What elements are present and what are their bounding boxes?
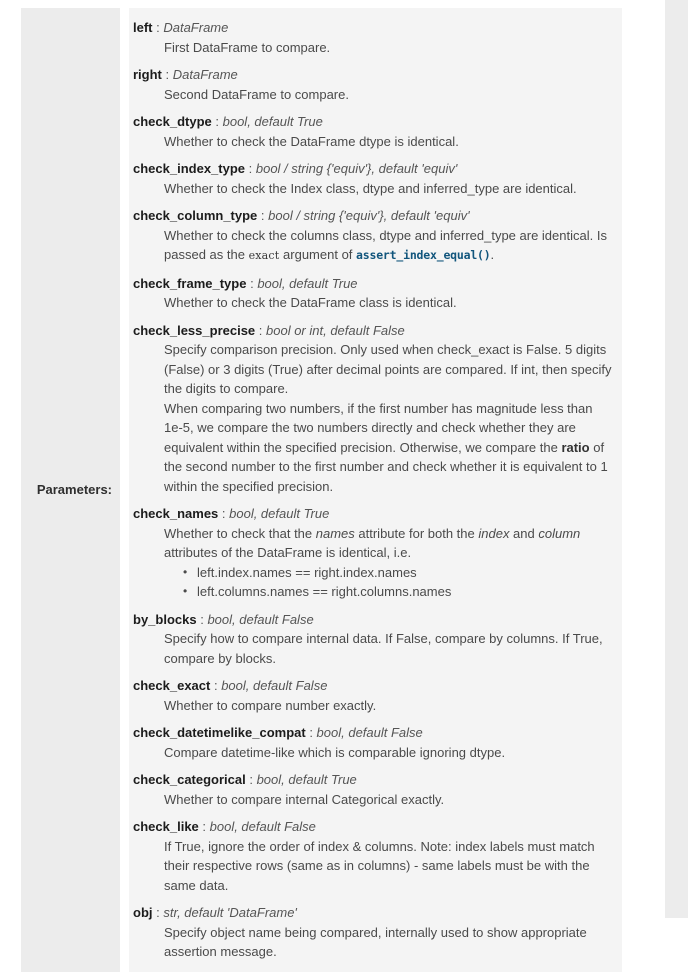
parameter-type: bool, default True [257, 275, 358, 291]
parameter-name: check_datetimelike_compat [133, 725, 306, 740]
parameter-separator: : [245, 161, 256, 176]
parameter-separator: : [152, 905, 164, 920]
parameter-separator: : [246, 275, 258, 291]
parameter-type: DataFrame [172, 67, 238, 82]
parameter-type: bool / string {'equiv'}, default 'equiv' [255, 161, 458, 176]
parameter-name: check_dtype [133, 114, 212, 129]
parameter-name: obj [133, 905, 153, 920]
parameter-description [133, 837, 612, 896]
parameter-description [133, 226, 612, 266]
parameter-term [133, 903, 612, 923]
parameter-separator: : [152, 20, 164, 35]
parameter-term [133, 770, 612, 790]
parameter-type: str, default 'DataFrame' [163, 905, 297, 920]
parameter-name: right [133, 67, 162, 82]
parameter-description [133, 629, 612, 668]
parameter-separator: : [255, 322, 266, 338]
parameter-name: check_names [133, 506, 219, 521]
parameter-separator: : [305, 725, 317, 740]
strong-text: ratio [561, 439, 590, 455]
parameters-label-cell [21, 8, 120, 972]
parameter-term [133, 159, 612, 179]
parameter-type: bool or int, default False [266, 322, 405, 338]
description-bullet-list [164, 563, 612, 602]
description-paragraph: Specify comparison precision. Only used when check_exact is False. 5 digits (False) or 3 digits (True) after decimal points are compared. If int, then specify the digits to compare. [164, 342, 612, 396]
description-paragraph: Whether to compare number exactly. [164, 697, 377, 713]
parameter-name: check_frame_type [133, 275, 247, 291]
description-paragraph: First DataFrame to compare. [164, 39, 331, 55]
description-paragraph: When comparing two numbers, if the first number has magnitude less than 1e-5, we compare the two numbers directly and check whether they are equivalent within the specified precision. Otherwise, we compare the ratio of the second number to the first number and check whether it is equivalent to 1 within the specified precision. [164, 400, 608, 494]
parameter-name: check_categorical [133, 772, 246, 787]
description-paragraph: Specify how to compare internal data. If False, compare by columns. If True, compare by blocks. [164, 631, 603, 666]
description-paragraph: If True, ignore the order of index & columns. Note: index labels must match their respective rows (same as in columns) - same labels must be with the same data. [164, 838, 595, 893]
parameter-term [133, 504, 612, 524]
table-row [21, 8, 622, 972]
parameter-separator: : [218, 506, 230, 521]
description-paragraph: Whether to check the Index class, dtype and inferred_type are identical. [164, 180, 577, 196]
parameter-type: bool / string {'equiv'}, default 'equiv' [268, 208, 470, 223]
parameter-name: check_exact [133, 678, 211, 693]
emphasis-text: column [538, 525, 581, 541]
parameter-type: bool, default False [221, 678, 328, 693]
field-table [12, 8, 631, 972]
parameters-docblock [12, 8, 631, 972]
parameter-term [133, 274, 612, 294]
parameter-separator: : [211, 114, 223, 129]
parameter-type: bool, default False [207, 611, 314, 627]
parameter-term [133, 112, 612, 132]
description-paragraph: Second DataFrame to compare. [164, 86, 349, 102]
description-paragraph: Whether to check the DataFrame class is identical. [164, 295, 457, 310]
parameter-definition-list [133, 18, 612, 962]
emphasis-text: names [315, 525, 355, 541]
parameter-term [133, 610, 612, 630]
parameter-separator: : [198, 819, 210, 834]
inline-code: exact [248, 249, 280, 262]
parameter-description [133, 696, 612, 716]
parameter-description [133, 340, 612, 496]
parameter-name: by_blocks [133, 611, 197, 627]
description-paragraph: Specify object name being compared, internally used to show appropriate assertion message. [164, 924, 587, 959]
parameter-name: left [133, 20, 153, 35]
parameters-label: Parameters: [36, 482, 112, 498]
parameter-term [133, 723, 612, 743]
parameter-separator: : [196, 611, 208, 627]
parameter-separator: : [257, 208, 269, 223]
parameters-body-cell [129, 8, 622, 972]
description-paragraph: Whether to compare internal Categorical exactly. [164, 791, 445, 807]
parameter-type: DataFrame [163, 20, 229, 35]
parameter-name: check_index_type [133, 161, 246, 176]
parameter-description [133, 85, 612, 105]
parameter-description [133, 923, 612, 962]
description-paragraph: Whether to check that the names attribute for both the index and column attributes of the DataFrame is identical, i.e. [164, 525, 581, 560]
parameter-type: bool, default True [229, 506, 330, 521]
parameter-name: check_like [133, 819, 199, 834]
parameter-description [133, 38, 612, 58]
parameter-description [133, 132, 612, 152]
parameter-type: bool, default False [316, 725, 423, 740]
code-reference-link[interactable]: assert_index_equal() [356, 248, 491, 262]
description-paragraph: Whether to check the columns class, dtype and inferred_type are identical. Is passed as the exact argument of assert_index_equal(). [164, 227, 607, 262]
parameter-separator: : [161, 67, 173, 82]
emphasis-text: index [478, 525, 510, 541]
parameter-type: bool, default False [209, 819, 316, 834]
right-gutter-strip [665, 0, 688, 918]
parameter-description [133, 293, 612, 313]
parameter-term [133, 817, 612, 837]
parameter-type: bool, default True [222, 114, 323, 129]
parameter-separator: : [210, 678, 222, 693]
parameter-name: check_less_precise [133, 322, 256, 338]
parameter-term [133, 321, 612, 341]
description-paragraph: Whether to check the DataFrame dtype is identical. [164, 133, 459, 149]
parameter-description [133, 179, 612, 199]
parameter-term [133, 676, 612, 696]
parameter-description [133, 743, 612, 763]
parameter-term [133, 18, 612, 38]
description-paragraph: Compare datetime-like which is comparable ignoring dtype. [164, 744, 506, 760]
parameter-type: bool, default True [256, 772, 357, 787]
parameter-description [133, 790, 612, 810]
list-item: • left.columns.names == right.columns.names [183, 582, 612, 602]
parameter-term [133, 206, 612, 226]
parameter-separator: : [245, 772, 257, 787]
parameter-term [133, 65, 612, 85]
parameter-name: check_column_type [133, 208, 258, 223]
list-item: • left.index.names == right.index.names [183, 563, 612, 583]
parameter-description [133, 524, 612, 602]
